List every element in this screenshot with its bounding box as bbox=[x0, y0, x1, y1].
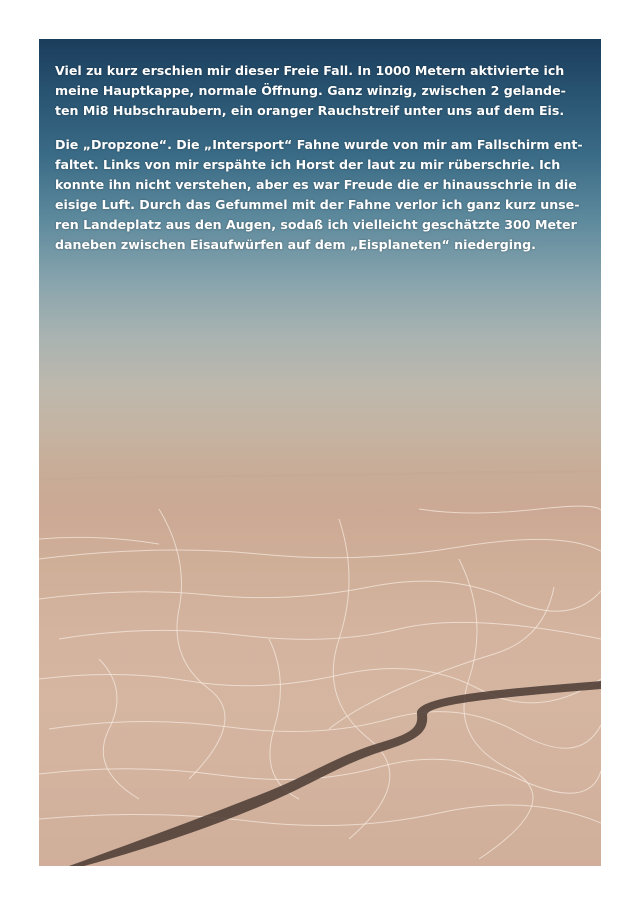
story-text bbox=[55, 61, 587, 269]
paragraph-dropzone: Die „Dropzone“. Die „Intersport“ Fahne wurde von mir am Fallschirm ent-faltet. Links von mir erspähte ich Horst der laut zu mir rüberschrie. Ich konnte ihn nicht verstehen, aber es war Freude die er hinausschrie in die eisige Luft. Durch das Gefummel mit der Fahne verlor ich ganz kurz unse-ren Landeplatz aus den Augen, sodaß ich vielleicht geschätzte 300 Meter daneben zwischen Eisaufwürfen auf dem „Eisplaneten“ niederging. bbox=[55, 137, 583, 252]
arctic-ice-photo bbox=[39, 39, 601, 866]
paragraph-freefall: Viel zu kurz erschien mir dieser Freie Fall. In 1000 Metern aktivierte ich meine Hauptkappe, normale Öffnung. Ganz winzig, zwischen 2 gelande-ten Mi8 Hubschraubern, ein oranger Rauchstreif unter uns auf dem Eis. bbox=[55, 63, 566, 118]
